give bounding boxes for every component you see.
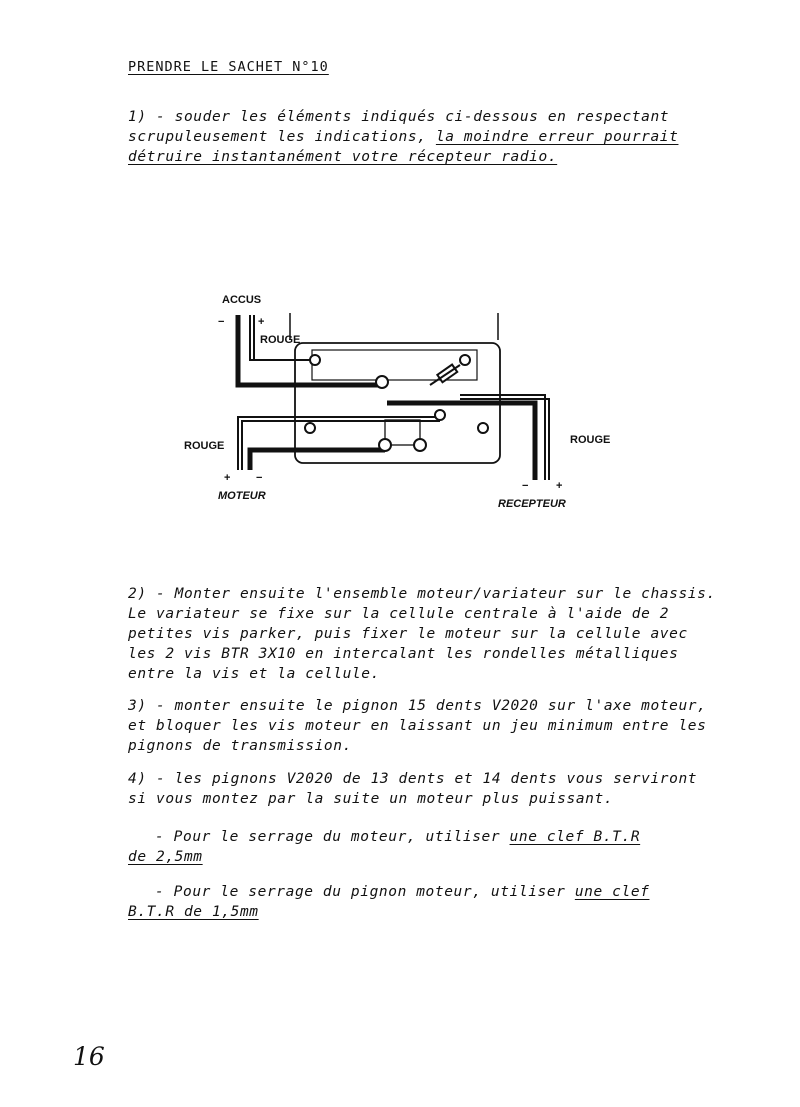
step1-line1: 1) - souder les éléments indiqués ci-dessous en respectant [128, 109, 670, 125]
note2-tool-part2: B.T.R de 1,5mm [128, 904, 259, 920]
step2-line3: petites vis parker, puis fixer le moteur sur la cellule avec [128, 626, 688, 642]
step1-line2 [128, 128, 678, 146]
recepteur-minus: − [522, 480, 529, 492]
note2-tool-part1: une clef [574, 884, 650, 900]
step2-line5: entre la vis et la cellule. [128, 666, 380, 682]
note2-text: - Pour le serrage du pignon moteur, utiliser [155, 884, 575, 900]
moteur-wires [238, 417, 440, 470]
step4-line1: 4) - les pignons V2020 de 13 dents et 14 dents vous serviront [128, 771, 698, 787]
capacitor [430, 365, 460, 385]
note1-tool-part2: de 2,5mm [128, 849, 203, 865]
step2-line4: les 2 vis BTR 3X10 en intercalant les rondelles métalliques [128, 646, 679, 662]
chassis-outline [290, 313, 498, 340]
step4-line2: si vous montez par la suite un moteur plus puissant. [128, 791, 614, 807]
section-header: PRENDRE LE SACHET N°10 [128, 59, 329, 75]
accus-label: ACCUS [222, 294, 262, 306]
note1-line1 [155, 828, 640, 846]
recepteur-wires [387, 395, 549, 480]
note1-text: - Pour le serrage du moteur, utiliser [155, 829, 510, 845]
recepteur-plus: + [556, 480, 563, 492]
step1-warning-part2: détruire instantanément votre récepteur radio. [128, 149, 558, 165]
moteur-label: MOTEUR [218, 490, 266, 502]
step3-line3: pignons de transmission. [128, 738, 352, 754]
recepteur-label: RECEPTEUR [498, 498, 566, 510]
step1-warning-part1: la moindre erreur pourrait [435, 129, 679, 145]
note1-tool-part1: une clef B.T.R [509, 829, 641, 845]
step1-line2-text: scrupuleusement les indications, [128, 129, 436, 145]
moteur-minus: − [256, 472, 263, 484]
wiring-diagram [160, 285, 620, 525]
accus-minus: − [218, 316, 225, 328]
moteur-plus: + [224, 472, 231, 484]
step2-line2: Le variateur se fixe sur la cellule centrale à l'aide de 2 [128, 606, 670, 622]
step2-line1: 2) - Monter ensuite l'ensemble moteur/variateur sur le chassis. [128, 586, 716, 602]
accus-plus: + [258, 316, 265, 328]
page-number: 16 [73, 1042, 105, 1071]
step3-line2: et bloquer les vis moteur en laissant un jeu minimum entre les [128, 718, 707, 734]
mounting-holes [305, 423, 488, 433]
rouge-right-label: ROUGE [570, 434, 611, 446]
step3-line1: 3) - monter ensuite le pignon 15 dents V2020 sur l'axe moteur, [128, 698, 707, 714]
rouge-top-label: ROUGE [260, 334, 301, 346]
rouge-left-label: ROUGE [184, 440, 225, 452]
note2-line1 [155, 883, 649, 901]
